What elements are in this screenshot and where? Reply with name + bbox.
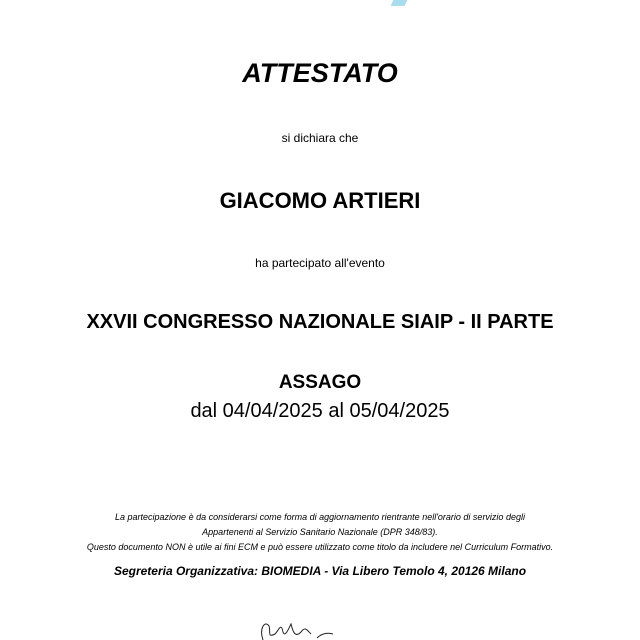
header-decoration — [391, 0, 408, 6]
signature — [255, 610, 375, 640]
secretariat-info: Segreteria Organizzativa: BIOMEDIA - Via Libero Temolo 4, 20126 Milano — [113, 564, 527, 578]
participation-text: ha partecipato all'evento — [255, 256, 385, 270]
event-dates: dal 04/04/2025 al 05/04/2025 — [190, 400, 450, 422]
document-title: ATTESTATO — [242, 58, 398, 88]
participant-name: GIACOMO ARTIERI — [219, 188, 421, 213]
event-location: ASSAGO — [278, 372, 362, 393]
note-line: La partecipazione è da considerarsi come forma di aggiornamento rientrante nell'orario di servizio degli — [115, 512, 525, 522]
declaration-text: si dichiara che — [281, 131, 359, 145]
note-line: Appartenenti al Servizio Sanitario Nazionale (DPR 348/83). — [202, 527, 438, 537]
event-name: XXVII CONGRESSO NAZIONALE SIAIP - II PARTE — [86, 311, 554, 333]
note-line: Questo documento NON è utile ai fini ECM e può essere utilizzato come titolo da includere nel Curriculum Formativo. — [86, 542, 554, 552]
